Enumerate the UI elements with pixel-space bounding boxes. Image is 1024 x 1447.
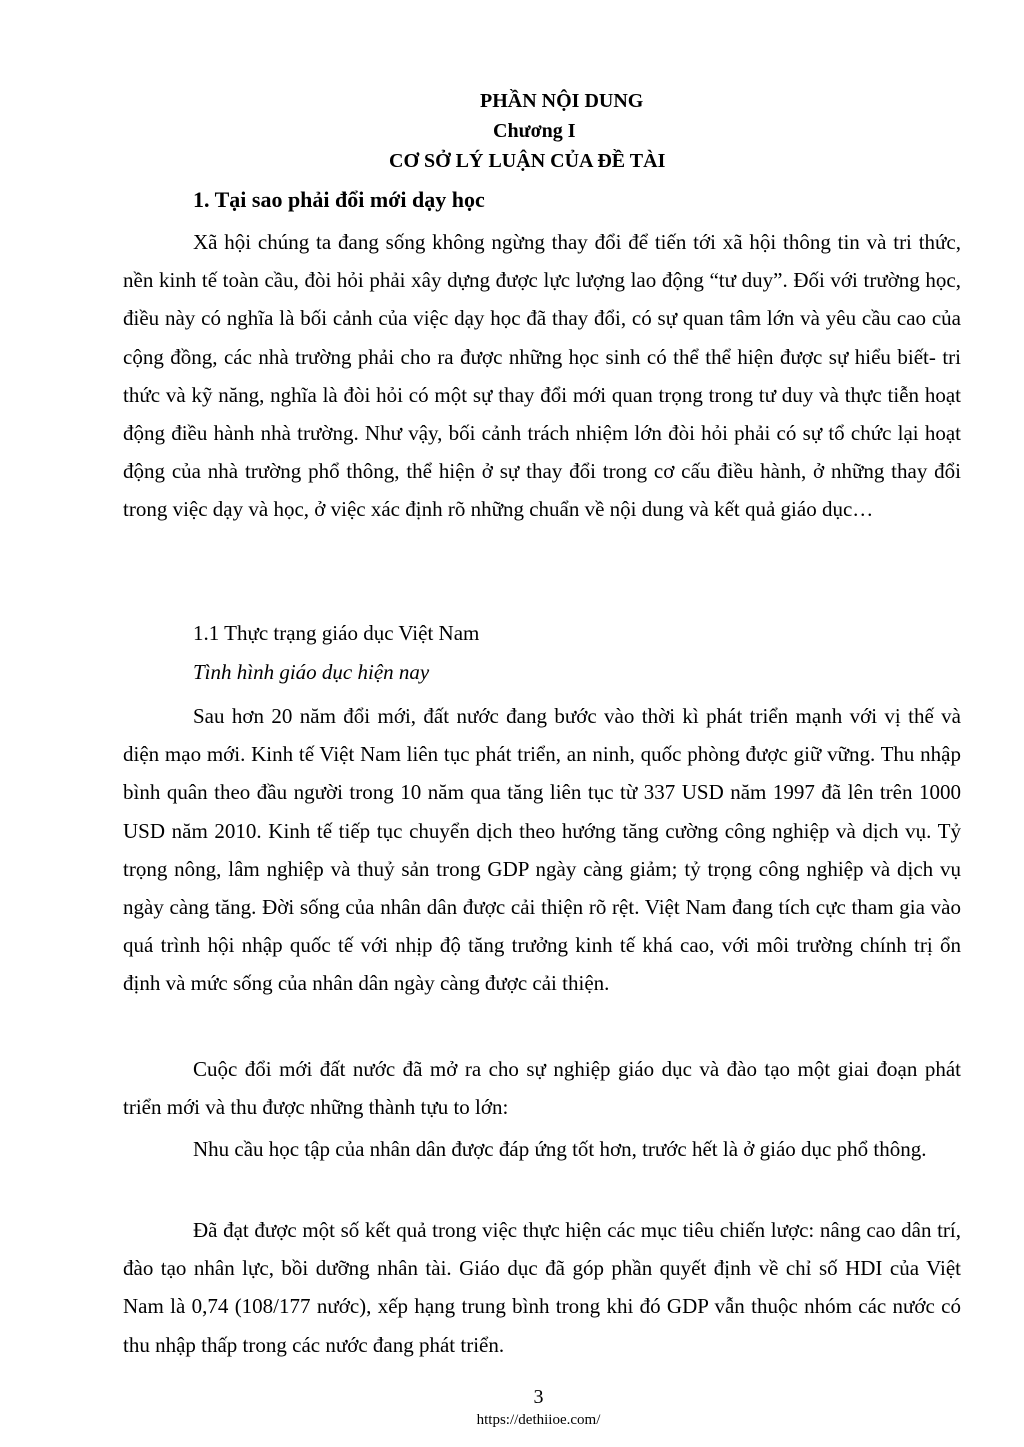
- part-title: PHẦN NỘI DUNG: [480, 90, 644, 112]
- footer-url: https://dethiioe.com/: [476, 1412, 601, 1428]
- paragraph-economy: Sau hơn 20 năm đổi mới, đất nước đang bước vào thời kì phát triển mạnh với vị thế và diện mạo mới. Kinh tế Việt Nam liên tục phát triển, an ninh, quốc phòng được giữ vững. Thu nhập bình quân theo đầu người trong 10 năm qua tăng liên tục từ 337 USD năm 1997 đã lên trên 1000 USD năm 2010. Kinh tế tiếp tục chuyển dịch theo hướng tăng cường công nghiệp và dịch vụ. Tỷ trọng nông, lâm nghiệp và thuỷ sản trong GDP ngày càng giảm; tỷ trọng công nghiệp và dịch vụ ngày càng tăng. Đời sống của nhân dân được cải thiện rõ rệt. Việt Nam đang tích cực tham gia vào quá trình hội nhập quốc tế với nhịp độ tăng trưởng kinh tế khá cao, với môi trường chính trị ổn định và mức sống của nhân dân ngày càng được cải thiện.: [123, 704, 961, 996]
- paragraph-achievements: Đã đạt được một số kết quả trong việc thực hiện các mục tiêu chiến lược: nâng cao dân trí, đào tạo nhân lực, bồi dưỡng nhân tài. Giáo dục đã góp phần quyết định về chỉ số HDI của Việt Nam là 0,74 (108/177 nước), xếp hạng trung bình trong khi đó GDP vẫn thuộc nhóm các nước có thu nhập thấp trong các nước đang phát triển.: [123, 1218, 961, 1357]
- section-heading: 1. Tại sao phải đổi mới dạy học: [193, 187, 485, 212]
- paragraph-reform: Cuộc đổi mới đất nước đã mở ra cho sự nghiệp giáo dục và đào tạo một giai đoạn phát triển mới và thu được những thành tựu to lớn:: [123, 1057, 961, 1120]
- page-number: 3: [533, 1386, 544, 1408]
- subsection-italic-heading: Tình hình giáo dục hiện nay: [193, 660, 430, 684]
- subsection-heading: 1.1 Thực trạng giáo dục Việt Nam: [193, 621, 480, 645]
- chapter-number: Chương I: [493, 120, 576, 142]
- paragraph-learning-needs: Nhu cầu học tập của nhân dân được đáp ứng tốt hơn, trước hết là ở giáo dục phổ thông.: [193, 1137, 927, 1161]
- section-paragraph: Xã hội chúng ta đang sống không ngừng thay đổi để tiến tới xã hội thông tin và tri thức, nền kinh tế toàn cầu, đòi hỏi phải xây dựng được lực lượng lao động “tư duy”. Đối với trường học, điều này có nghĩa là bối cảnh của việc dạy học đã thay đổi, có sự quan tâm lớn và yêu cầu cao của cộng đồng, các nhà trường phải cho ra được những học sinh có thể thể hiện được sự hiểu biết- tri thức và kỹ năng, nghĩa là đòi hỏi có một sự thay đổi mới quan trọng trong tư duy và thực tiễn hoạt động điều hành nhà trường. Như vậy, bối cảnh trách nhiệm lớn đòi hỏi phải có sự tổ chức lại hoạt động của nhà trường phổ thông, thể hiện ở sự thay đổi trong cơ cấu điều hành, ở những thay đổi trong việc dạy và học, ở việc xác định rõ những chuẩn về nội dung và kết quả giáo dục…: [123, 230, 961, 522]
- chapter-title: CƠ SỞ LÝ LUẬN CỦA ĐỀ TÀI: [389, 150, 666, 172]
